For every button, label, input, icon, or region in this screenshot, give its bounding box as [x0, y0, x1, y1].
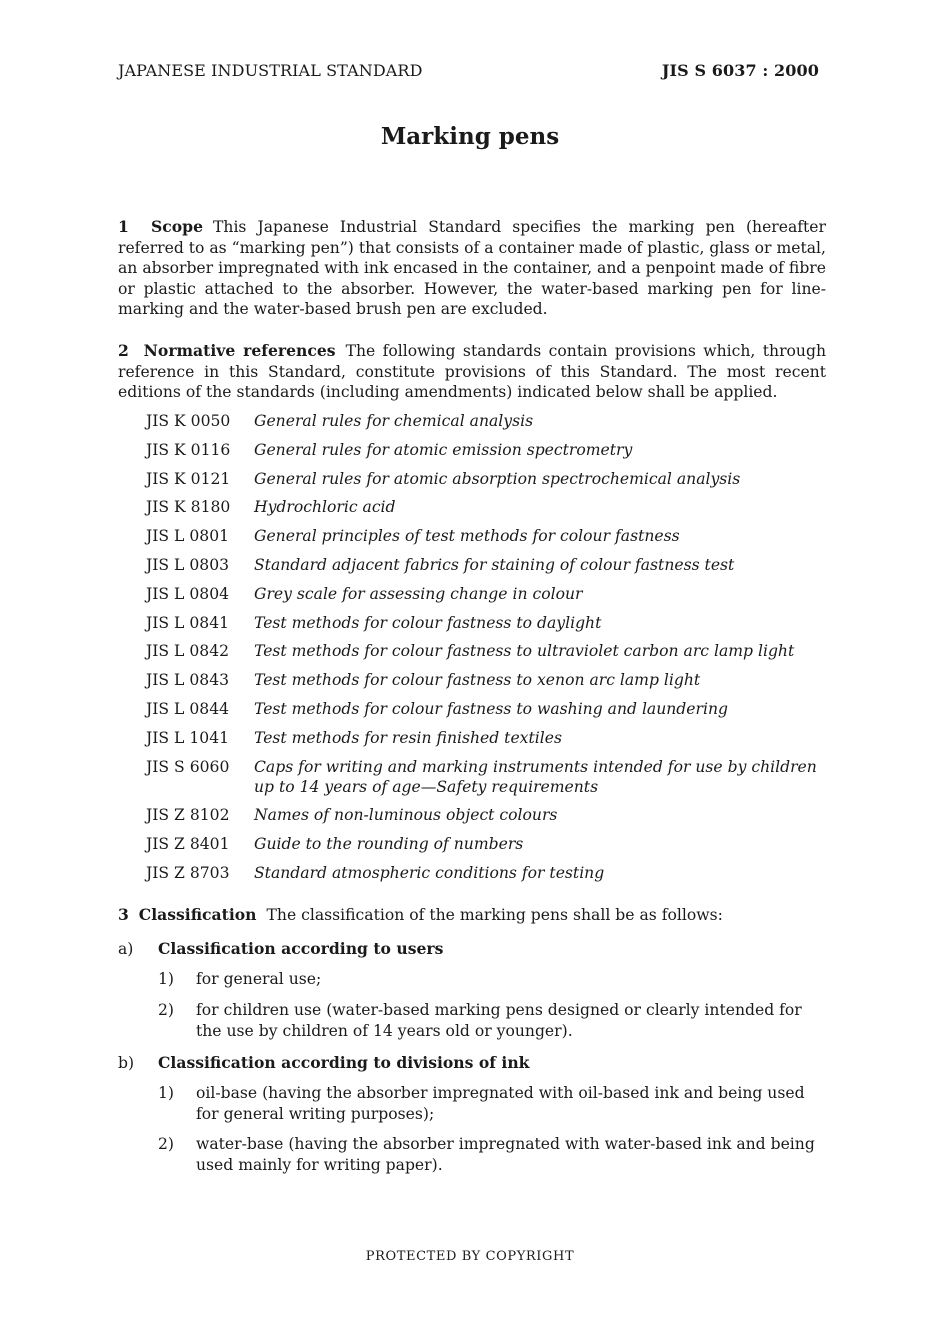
reference-code: JIS Z 8102 — [146, 806, 230, 825]
subsection-label: a) — [118, 940, 134, 958]
reference-title: Test methods for colour fastness to xenon arc lamp light — [254, 671, 701, 690]
section-number: 2 — [118, 341, 129, 360]
subsection-a — [118, 939, 443, 958]
reference-code: JIS L 0801 — [146, 527, 230, 546]
reference-item — [146, 834, 836, 863]
list-item — [158, 1083, 826, 1124]
item-number: 2) — [158, 1135, 175, 1153]
reference-item — [146, 555, 836, 584]
reference-title: Test methods for colour fastness to ultraviolet carbon arc lamp light — [254, 642, 795, 661]
reference-code: JIS L 0804 — [146, 584, 230, 603]
item-text: for general use; — [196, 970, 322, 988]
item-text: water-base (having the absorber impregnated with water-based ink and being used mainly for writing paper). — [196, 1135, 815, 1174]
reference-title: Standard adjacent fabrics for staining of colour fastness test — [254, 555, 735, 574]
item-number: 1) — [158, 970, 175, 988]
section-text: The following standards contain provisions which, through reference in this Standard, constitute provisions of this Standard. The most recent editions of the standards (including amendments) indicated below shall be applied. — [118, 342, 827, 402]
reference-item — [146, 411, 836, 440]
reference-code: JIS K 0050 — [146, 412, 231, 430]
subsection-title: Classification according to users — [158, 939, 444, 958]
reference-title: Caps for writing and marking instruments intended for use by children up to 14 years of age—Safety requirements — [254, 757, 817, 797]
section-title: Scope — [151, 217, 203, 236]
reference-title: General rules for atomic emission spectrometry — [254, 440, 633, 459]
reference-item — [146, 641, 836, 670]
reference-title: General rules for atomic absorption spectrochemical analysis — [254, 469, 741, 488]
reference-code: JIS K 0116 — [146, 440, 231, 459]
reference-title: Guide to the rounding of numbers — [254, 834, 524, 853]
item-number: 2) — [158, 1001, 175, 1019]
reference-title: Hydrochloric acid — [254, 498, 396, 517]
reference-title: Test methods for colour fastness to daylight — [254, 613, 602, 632]
reference-item — [146, 469, 836, 498]
reference-title: Names of non-luminous object colours — [254, 806, 558, 825]
section-title: Classification — [138, 905, 257, 924]
subsection-b — [118, 1053, 529, 1072]
item-text: oil-base (having the absorber impregnated with oil-based ink and being used for general writing purposes); — [196, 1084, 805, 1123]
document-title: Marking pens — [380, 123, 560, 150]
reference-code: JIS L 0803 — [146, 555, 230, 574]
subsection-title: Classification according to divisions of ink — [158, 1053, 530, 1072]
reference-title: Test methods for resin finished textiles — [254, 728, 562, 747]
section-normative-references — [118, 341, 826, 403]
reference-item — [146, 613, 836, 642]
reference-code: JIS S 6060 — [146, 757, 230, 776]
reference-item — [146, 757, 836, 806]
section-number: 1 — [118, 217, 129, 236]
section-scope — [118, 217, 826, 320]
reference-item — [146, 805, 836, 834]
reference-code: JIS K 0121 — [146, 469, 231, 488]
reference-title: Test methods for colour fastness to washing and laundering — [254, 699, 728, 718]
reference-item — [146, 584, 836, 613]
list-item — [158, 1000, 826, 1041]
item-number: 1) — [158, 1084, 175, 1102]
reference-item — [146, 728, 836, 757]
reference-item — [146, 440, 836, 469]
reference-item — [146, 699, 836, 728]
reference-title: Standard atmospheric conditions for testing — [254, 863, 605, 882]
reference-title: Grey scale for assessing change in colour — [254, 584, 583, 603]
section-number: 3 — [118, 905, 129, 924]
section-classification — [118, 905, 723, 924]
header-standard-number: JIS S 6037 : 2000 — [661, 61, 819, 80]
reference-code: JIS K 8180 — [146, 498, 231, 517]
section-text: The classification of the marking pens shall be as follows: — [266, 906, 723, 924]
item-text: for children use (water-based marking pens designed or clearly intended for the use by children of 14 years old or younger). — [196, 1001, 802, 1040]
reference-code: JIS Z 8703 — [146, 863, 230, 882]
reference-item — [146, 497, 836, 526]
reference-item — [146, 670, 836, 699]
list-item — [158, 969, 826, 990]
reference-list — [146, 411, 836, 892]
reference-code: JIS L 0844 — [146, 699, 230, 718]
reference-code: JIS L 0843 — [146, 671, 230, 690]
reference-item — [146, 863, 836, 892]
reference-code: JIS L 0841 — [146, 613, 230, 632]
subsection-label: b) — [118, 1054, 135, 1072]
reference-item — [146, 526, 836, 555]
reference-title: General rules for chemical analysis — [254, 412, 534, 430]
reference-code: JIS L 1041 — [146, 728, 230, 747]
reference-title: General principles of test methods for colour fastness — [254, 527, 680, 546]
list-item — [158, 1134, 826, 1175]
header-standard-name: JAPANESE INDUSTRIAL STANDARD — [118, 61, 423, 80]
reference-code: JIS Z 8401 — [146, 834, 230, 853]
section-text: This Japanese Industrial Standard specifies the marking pen (hereafter referred to as “marking pen”) that consists of a container made of plastic, glass or metal, an absorber impregnated with ink encased in the container, and a penpoint made of fibre or plastic attached to the absorber. However, the water-based marking pen for line-marking and the water-based brush pen are excluded. — [118, 218, 826, 319]
reference-code: JIS L 0842 — [146, 642, 230, 661]
copyright-footer: PROTECTED BY COPYRIGHT — [365, 1249, 575, 1264]
section-title: Normative references — [143, 341, 336, 360]
